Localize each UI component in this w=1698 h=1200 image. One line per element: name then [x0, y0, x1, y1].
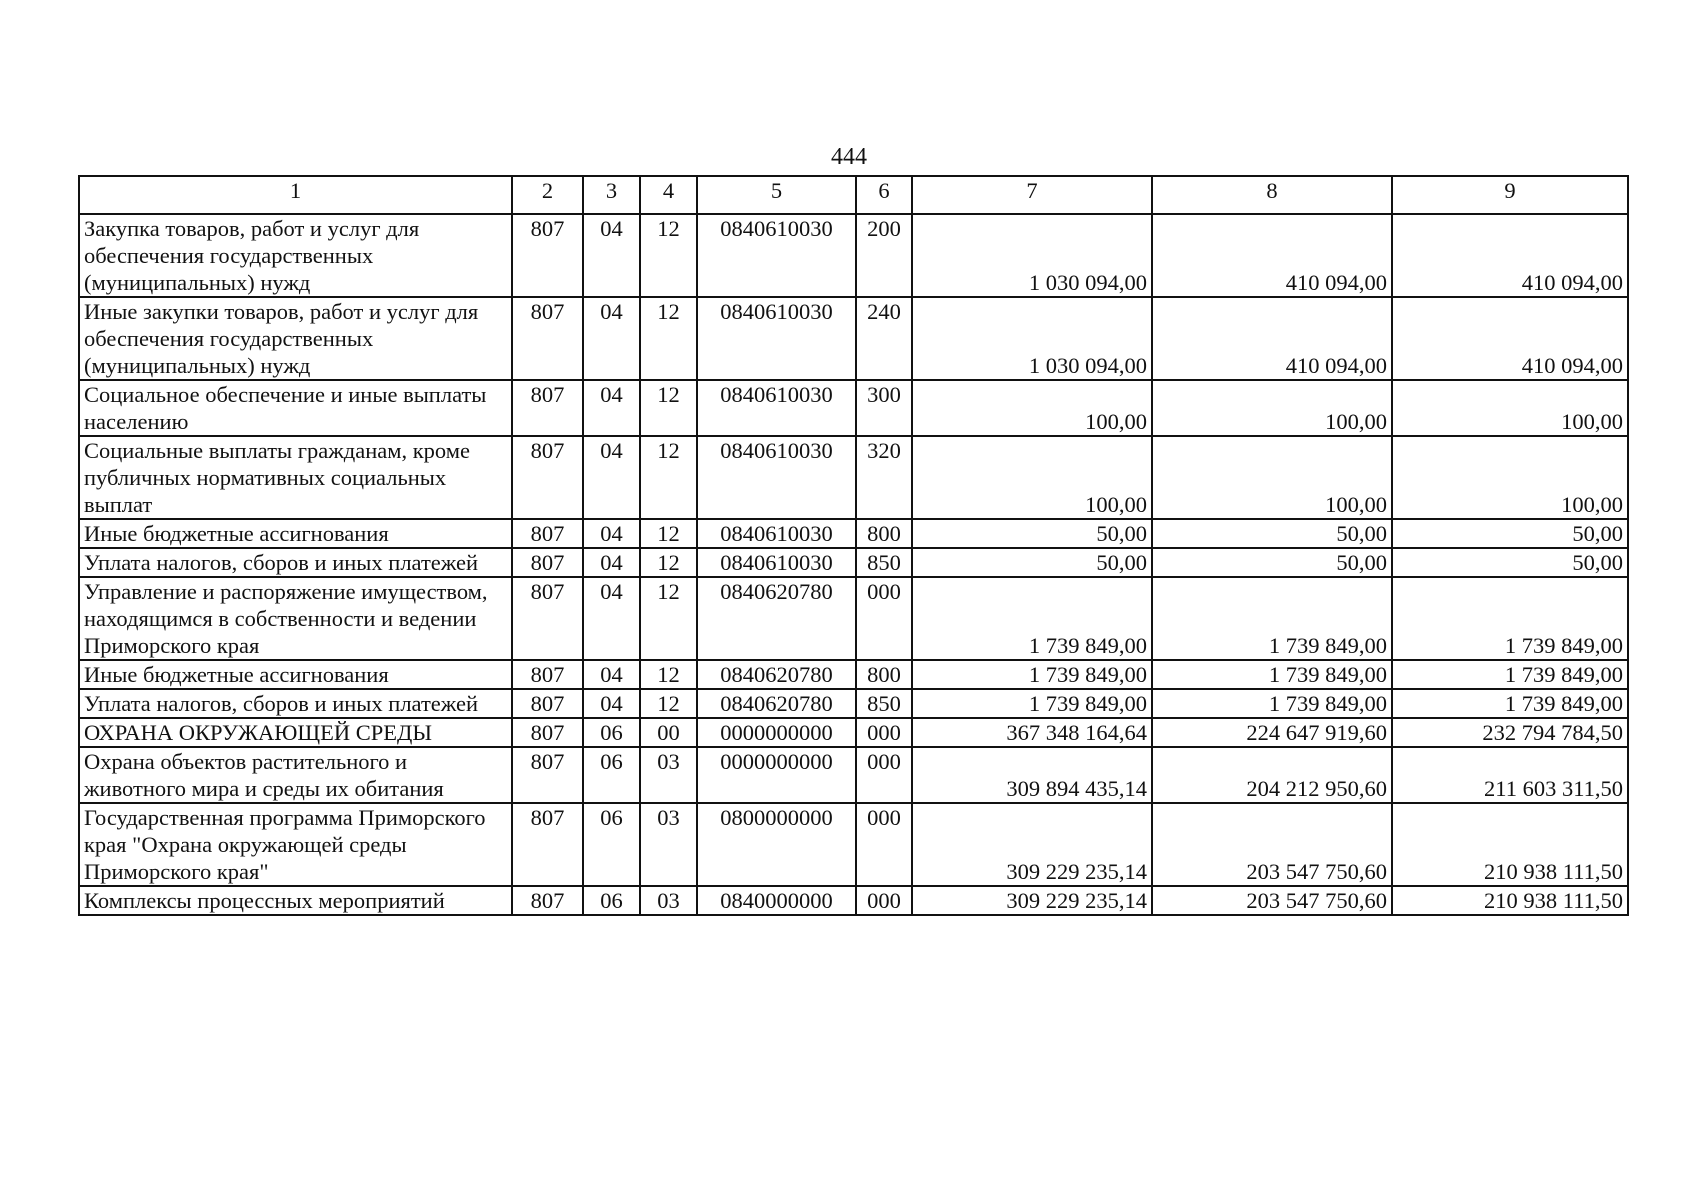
target-item-code-cell: 0800000000: [697, 803, 856, 886]
expense-type-code-cell: 850: [856, 689, 912, 718]
section-code-cell: 807: [512, 297, 583, 380]
table-row: [79, 519, 1628, 548]
chapter-code-cell: 04: [583, 689, 640, 718]
amount-cell: 211 603 311,50: [1392, 747, 1628, 803]
amount-cell: 203 547 750,60: [1152, 803, 1392, 886]
amount-cell: 309 894 435,14: [912, 747, 1152, 803]
section-code-cell: 807: [512, 886, 583, 915]
amount-cell: 410 094,00: [1152, 214, 1392, 297]
amount-cell: 1 739 849,00: [1152, 660, 1392, 689]
amount-cell: 100,00: [1152, 436, 1392, 519]
amount-cell: 224 647 919,60: [1152, 718, 1392, 747]
amount-cell: 203 547 750,60: [1152, 886, 1392, 915]
section-code-cell: 807: [512, 214, 583, 297]
expense-type-code-cell: 800: [856, 660, 912, 689]
subsection-code-cell: 12: [640, 660, 697, 689]
table-row: [79, 718, 1628, 747]
section-code-cell: 807: [512, 689, 583, 718]
target-item-code-cell: 0840620780: [697, 660, 856, 689]
table-header-row: [79, 176, 1628, 214]
table-row: [79, 380, 1628, 436]
expense-type-code-cell: 000: [856, 747, 912, 803]
amount-cell: 50,00: [1152, 548, 1392, 577]
row-name-cell: Управление и распоряжение имуществом, находящимся в собственности и ведении Приморского края: [79, 577, 512, 660]
expense-type-code-cell: 000: [856, 886, 912, 915]
amount-cell: 410 094,00: [1152, 297, 1392, 380]
section-code-cell: 807: [512, 519, 583, 548]
table-row: [79, 577, 1628, 660]
column-header: 3: [583, 176, 640, 214]
target-item-code-cell: 0000000000: [697, 718, 856, 747]
row-name-cell: Социальное обеспечение и иные выплаты населению: [79, 380, 512, 436]
amount-cell: 210 938 111,50: [1392, 803, 1628, 886]
subsection-code-cell: 12: [640, 214, 697, 297]
chapter-code-cell: 06: [583, 803, 640, 886]
section-code-cell: 807: [512, 380, 583, 436]
budget-table: [78, 175, 1629, 916]
column-header: 5: [697, 176, 856, 214]
target-item-code-cell: 0840610030: [697, 519, 856, 548]
expense-type-code-cell: 240: [856, 297, 912, 380]
row-name-cell: Уплата налогов, сборов и иных платежей: [79, 548, 512, 577]
amount-cell: 100,00: [1392, 436, 1628, 519]
subsection-code-cell: 12: [640, 689, 697, 718]
chapter-code-cell: 04: [583, 548, 640, 577]
column-header: 1: [79, 176, 512, 214]
amount-cell: 367 348 164,64: [912, 718, 1152, 747]
column-header: 9: [1392, 176, 1628, 214]
expense-type-code-cell: 000: [856, 803, 912, 886]
subsection-code-cell: 00: [640, 718, 697, 747]
subsection-code-cell: 03: [640, 803, 697, 886]
amount-cell: 1 739 849,00: [1392, 689, 1628, 718]
row-name-cell: Охрана объектов растительного и животного мира и среды их обитания: [79, 747, 512, 803]
column-header: 7: [912, 176, 1152, 214]
chapter-code-cell: 04: [583, 660, 640, 689]
amount-cell: 1 030 094,00: [912, 214, 1152, 297]
table-row: [79, 297, 1628, 380]
row-name-cell: Уплата налогов, сборов и иных платежей: [79, 689, 512, 718]
amount-cell: 50,00: [1152, 519, 1392, 548]
row-name-cell: Иные закупки товаров, работ и услуг для обеспечения государственных (муниципальных) нужд: [79, 297, 512, 380]
amount-cell: 210 938 111,50: [1392, 886, 1628, 915]
subsection-code-cell: 12: [640, 577, 697, 660]
chapter-code-cell: 06: [583, 747, 640, 803]
page-number: 444: [831, 144, 867, 170]
target-item-code-cell: 0840610030: [697, 214, 856, 297]
amount-cell: 309 229 235,14: [912, 803, 1152, 886]
amount-cell: 100,00: [912, 380, 1152, 436]
amount-cell: 1 739 849,00: [1392, 577, 1628, 660]
target-item-code-cell: 0840610030: [697, 380, 856, 436]
row-name-cell: Иные бюджетные ассигнования: [79, 519, 512, 548]
chapter-code-cell: 04: [583, 297, 640, 380]
target-item-code-cell: 0840000000: [697, 886, 856, 915]
subsection-code-cell: 03: [640, 747, 697, 803]
target-item-code-cell: 0840620780: [697, 577, 856, 660]
chapter-code-cell: 06: [583, 886, 640, 915]
amount-cell: 1 739 849,00: [1152, 689, 1392, 718]
expense-type-code-cell: 200: [856, 214, 912, 297]
column-header: 4: [640, 176, 697, 214]
table-row: [79, 660, 1628, 689]
amount-cell: 1 739 849,00: [912, 660, 1152, 689]
subsection-code-cell: 12: [640, 380, 697, 436]
row-name-cell: ОХРАНА ОКРУЖАЮЩЕЙ СРЕДЫ: [79, 718, 512, 747]
subsection-code-cell: 03: [640, 886, 697, 915]
table-row: [79, 803, 1628, 886]
section-code-cell: 807: [512, 718, 583, 747]
subsection-code-cell: 12: [640, 519, 697, 548]
table-row: [79, 886, 1628, 915]
section-code-cell: 807: [512, 548, 583, 577]
column-header: 2: [512, 176, 583, 214]
chapter-code-cell: 06: [583, 718, 640, 747]
section-code-cell: 807: [512, 803, 583, 886]
amount-cell: 232 794 784,50: [1392, 718, 1628, 747]
target-item-code-cell: 0000000000: [697, 747, 856, 803]
table-body: [79, 214, 1628, 915]
amount-cell: 1 030 094,00: [912, 297, 1152, 380]
amount-cell: 1 739 849,00: [912, 577, 1152, 660]
chapter-code-cell: 04: [583, 577, 640, 660]
column-header: 8: [1152, 176, 1392, 214]
target-item-code-cell: 0840610030: [697, 548, 856, 577]
chapter-code-cell: 04: [583, 436, 640, 519]
table-row: [79, 436, 1628, 519]
expense-type-code-cell: 000: [856, 577, 912, 660]
amount-cell: 50,00: [1392, 548, 1628, 577]
amount-cell: 100,00: [912, 436, 1152, 519]
expense-type-code-cell: 300: [856, 380, 912, 436]
amount-cell: 1 739 849,00: [1152, 577, 1392, 660]
amount-cell: 50,00: [912, 548, 1152, 577]
table-row: [79, 548, 1628, 577]
target-item-code-cell: 0840610030: [697, 436, 856, 519]
column-header: 6: [856, 176, 912, 214]
subsection-code-cell: 12: [640, 548, 697, 577]
target-item-code-cell: 0840620780: [697, 689, 856, 718]
amount-cell: 1 739 849,00: [912, 689, 1152, 718]
amount-cell: 204 212 950,60: [1152, 747, 1392, 803]
amount-cell: 410 094,00: [1392, 214, 1628, 297]
row-name-cell: Комплексы процессных мероприятий: [79, 886, 512, 915]
chapter-code-cell: 04: [583, 380, 640, 436]
expense-type-code-cell: 800: [856, 519, 912, 548]
subsection-code-cell: 12: [640, 297, 697, 380]
row-name-cell: Закупка товаров, работ и услуг для обеспечения государственных (муниципальных) нужд: [79, 214, 512, 297]
table-row: [79, 214, 1628, 297]
amount-cell: 100,00: [1152, 380, 1392, 436]
section-code-cell: 807: [512, 577, 583, 660]
table-row: [79, 747, 1628, 803]
chapter-code-cell: 04: [583, 519, 640, 548]
amount-cell: 410 094,00: [1392, 297, 1628, 380]
expense-type-code-cell: 850: [856, 548, 912, 577]
section-code-cell: 807: [512, 436, 583, 519]
chapter-code-cell: 04: [583, 214, 640, 297]
amount-cell: 50,00: [1392, 519, 1628, 548]
row-name-cell: Иные бюджетные ассигнования: [79, 660, 512, 689]
subsection-code-cell: 12: [640, 436, 697, 519]
target-item-code-cell: 0840610030: [697, 297, 856, 380]
row-name-cell: Государственная программа Приморского края "Охрана окружающей среды Приморского края": [79, 803, 512, 886]
expense-type-code-cell: 320: [856, 436, 912, 519]
expense-type-code-cell: 000: [856, 718, 912, 747]
section-code-cell: 807: [512, 747, 583, 803]
amount-cell: 100,00: [1392, 380, 1628, 436]
row-name-cell: Социальные выплаты гражданам, кроме публичных нормативных социальных выплат: [79, 436, 512, 519]
amount-cell: 309 229 235,14: [912, 886, 1152, 915]
amount-cell: 50,00: [912, 519, 1152, 548]
section-code-cell: 807: [512, 660, 583, 689]
amount-cell: 1 739 849,00: [1392, 660, 1628, 689]
table-row: [79, 689, 1628, 718]
